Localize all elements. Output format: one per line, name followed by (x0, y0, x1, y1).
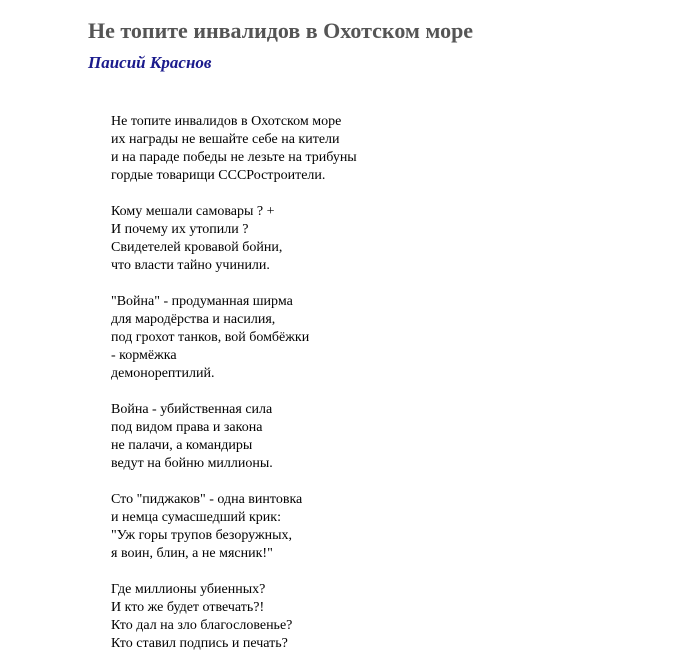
poem-title: Не топите инвалидов в Охотском море (88, 18, 474, 43)
poem-line: под видом права и закона (111, 420, 263, 435)
poem-line: Свидетелей кровавой бойни, (111, 240, 283, 255)
poem-line: их награды не вешайте себе на кители (111, 132, 340, 147)
poem-line: Где миллионы убиенных? (111, 582, 266, 597)
poem-line: демонорептилий. (111, 366, 215, 381)
poem-line: "Война" - продуманная ширма (111, 294, 293, 309)
poem-line: я воин, блин, а не мясник!" (111, 546, 273, 561)
poem-line: Сто "пиджаков" - одна винтовка (111, 492, 303, 507)
stanza (111, 203, 357, 275)
poem-line: ведут на бойню миллионы. (111, 456, 273, 471)
stanza (111, 401, 357, 473)
poem-line: Кто ставил подпись и печать? (111, 636, 288, 651)
poem-line: И почему их утопили ? (111, 222, 249, 237)
poem-line: для мародёрства и насилия, (111, 312, 276, 327)
poem-line: Кому мешали самовары ? + (111, 204, 275, 219)
poem-line: Война - убийственная сила (111, 402, 273, 417)
poem-line: гордые товарищи СССРостроители. (111, 168, 326, 183)
poem-line: И кто же будет отвечать?! (111, 600, 265, 615)
poem-line: "Уж горы трупов безоружных, (111, 528, 293, 543)
stanza (111, 293, 357, 383)
poem-line: и на параде победы не лезьте на трибуны (111, 150, 357, 165)
poem-line: не палачи, а командиры (111, 438, 253, 453)
poem-line: Не топите инвалидов в Охотском море (111, 114, 342, 129)
author-link[interactable]: Паисий Краснов (88, 53, 212, 72)
poem-line: что власти тайно учинили. (111, 258, 270, 273)
poem-line: Кто дал на зло благословенье? (111, 618, 293, 633)
poem-line: и немца сумасшедший крик: (111, 510, 281, 525)
poem-line: под грохот танков, вой бомбёжки (111, 330, 310, 345)
stanza (111, 581, 357, 653)
poem-text (111, 113, 357, 671)
poem-line: - кормёжка (111, 348, 177, 363)
stanza (111, 491, 357, 563)
stanza (111, 113, 357, 185)
poem-page (88, 0, 700, 669)
